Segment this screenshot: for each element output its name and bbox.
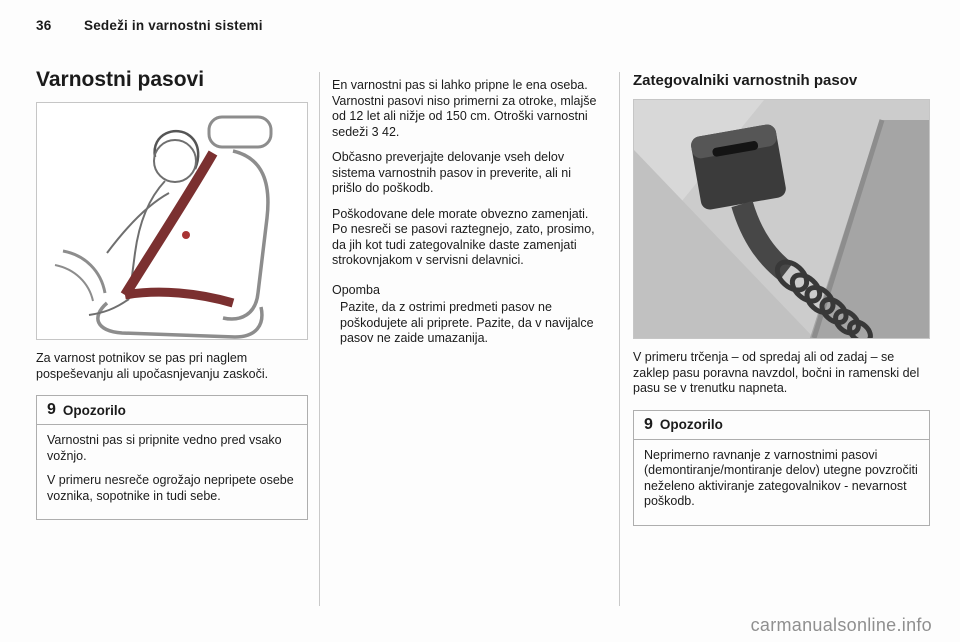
- warning-icon: 9: [644, 415, 653, 433]
- body-paragraph: Občasno preverjajte delovanje vseh delov sistema varnostnih pasov in preverite, ali ni prišlo do poškodb.: [332, 150, 572, 195]
- note-block: [332, 283, 604, 347]
- warning-title: Opozorilo: [659, 417, 723, 432]
- section-heading-pretensioners: Zategovalniki varnostnih pasov: [633, 72, 858, 89]
- pretensioner-caption: V primeru trčenja – od spredaj ali od zadaj – se zaklep pasu poravna navzdol, bočni in ramenski del pasu se v trenutku napneta.: [633, 350, 920, 395]
- body-paragraph: En varnostni pas si lahko pripne le ena oseba. Varnostni pasovi niso primerni za otroke, mlajše od 12 let ali nižje od 150 cm. Otroški varnostni sedeži 3 42.: [332, 78, 597, 139]
- warning-paragraph: Neprimerno ravnanje z varnostnimi pasovi (demontiranje/montiranje delov) utegne povzročiti neželeno aktiviranje zategovalnikov - nevarnost poškodb.: [644, 447, 918, 508]
- warning-header: [37, 396, 307, 425]
- warning-title: Opozorilo: [62, 402, 126, 418]
- site-watermark: carmanualsonline.info: [750, 615, 932, 635]
- warning-icon: 9: [47, 401, 56, 418]
- page-number: 36: [36, 18, 52, 33]
- note-body: Pazite, da z ostrimi predmeti pasov ne poškodujete ali priprete. Pazite, da v navijalce pasov ne zaide umazanija.: [340, 300, 594, 345]
- belt-pretensioner-illustration: [633, 99, 930, 339]
- page-header: [36, 18, 263, 33]
- seatbelt-wearing-illustration: [36, 102, 308, 340]
- warning-paragraph: Varnostni pas si pripnite vedno pred vsako vožnjo.: [47, 433, 282, 463]
- warning-header: [634, 411, 929, 440]
- warning-body: [634, 440, 929, 525]
- seatbelt-illustration-drawing: [37, 103, 307, 339]
- body-paragraph: Poškodovane dele morate obvezno zamenjati. Po nesreči se pasovi raztegnejo, zato, prosimo, da jih kot tudi zategovalnike daste zamenjati strokovnjakom v servisni delavnici.: [332, 206, 595, 267]
- warning-paragraph: V primeru nesreče ogrožajo nepripete osebe voznika, sopotnike in tudi sebe.: [47, 473, 294, 503]
- column-divider-left: [319, 72, 320, 606]
- column-divider-right: [619, 72, 620, 606]
- warning-box-seatbelts: [36, 395, 308, 520]
- column-seatbelts: [36, 68, 308, 520]
- chapter-title: Sedeži in varnostni sistemi: [84, 18, 263, 33]
- warning-body: [37, 425, 307, 519]
- column-body-text: [332, 78, 604, 357]
- column-pretensioners: [633, 68, 930, 526]
- note-title: Opomba: [332, 282, 380, 297]
- pretensioner-illustration-drawing: [634, 100, 929, 338]
- section-heading-seatbelts: Varnostni pasovi: [36, 68, 205, 91]
- warning-box-pretensioners: [633, 410, 930, 526]
- seatbelt-caption: Za varnost potnikov se pas pri naglem pospeševanju ali upočasnjevanju zaskoči.: [36, 351, 269, 381]
